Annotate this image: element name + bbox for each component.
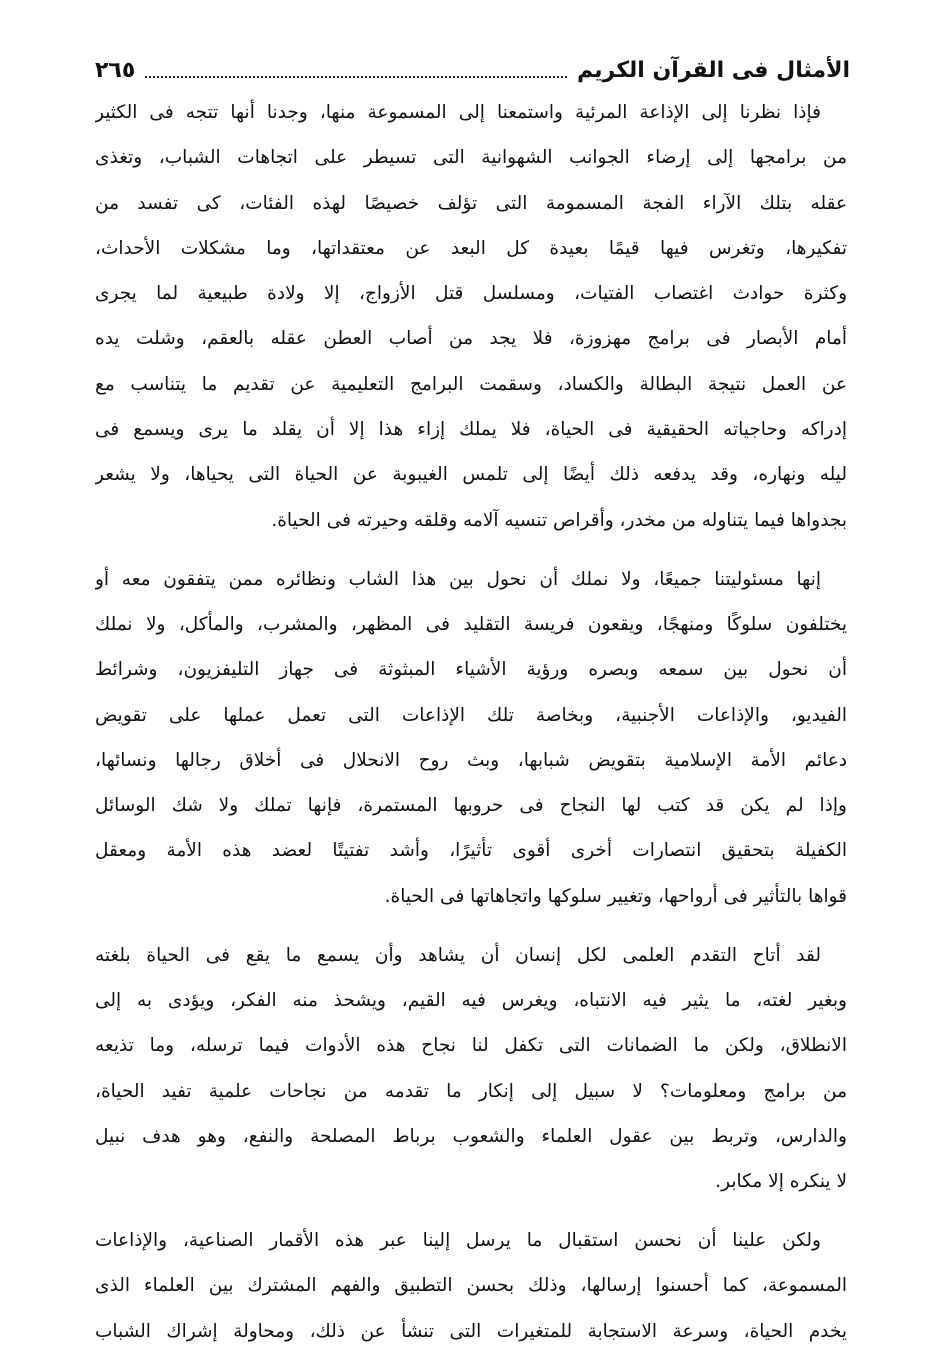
text-line: إدراكه وحاجياته الحقيقية فى الحياة، فلا يملك إزاء هذا إلا أن يقلد ما يرى ويسمع فى [95,419,847,441]
text-line: ولكن علينا أن نحسن استقبال ما يرسل إلينا عبر هذه الأقمار الصناعية، والإذاعات [95,1230,821,1252]
text-line: والدارس، وتربط بين عقول العلماء والشعوب برباط المصلحة والنفع، وهو هدف نبيل [95,1125,847,1147]
text-line: الانطلاق، ولكن ما الضمانات التى تكفل لنا نجاح هذه الأدوات فيما ترسله، وما تذيعه [95,1035,847,1057]
text-line: من برامج ومعلومات؟ لا سبيل إلى إنكار ما تقدمه من نجاحات علمية تفيد الحياة، [95,1080,847,1102]
text-line: قواها بالتأثير فى أرواحها، وتغيير سلوكها واتجاهاتها فى الحياة. [384,885,847,907]
text-line: وبغير لغته، ما يثير فيه الانتباه، ويغرس فيه القيم، ويشحذ منه الفكر، ويؤدى به إلى [95,990,847,1012]
text-line: دعائم الأمة الإسلامية بتقويض شبابها، وبث روح الانحلال فى أخلاق رجالها ونسائها، [95,749,847,771]
text-line: وإذا لم يكن قد كتب لها النجاح فى حروبها المستمرة، فإنها تملك ولا شك الوسائل [95,795,847,817]
text-line: من برامجها إلى إرضاء الجوانب الشهوانية التى تسيطر على اتجاهات الشباب، وتغذى [95,147,847,169]
text-line: يختلفون سلوكًا ومنهجًا، ويقعون فريسة التقليد فى المظهر، والمشرب، والمأكل، ولا نملك [95,613,847,635]
text-line: إنها مسئوليتنا جميعًا، ولا نملك أن نحول بين هذا الشاب ونظائره ممن يتفقون معه أو [95,568,821,590]
text-line: بجدواها فيما يتناوله من مخدر، وأقراص تنسيه آلامه وقلقه وحيرته فى الحياة. [271,509,847,531]
text-line: عن العمل نتيجة البطالة والكساد، وسقمت البرامج التعليمية عن تقديم ما يتناسب مع [95,373,847,395]
text-line: عقله بتلك الآراء الفجة المسمومة التى تؤلف خصيصًا لهذه الفئات، كى تفسد من [95,192,847,214]
text-line: ليله ونهاره، وقد يدفعه ذلك أيضًا إلى تلمس الغيبوبة عن الحياة التى يحياها، ولا يشعر [95,464,847,486]
text-line: وكثرة حوادث اغتصاب الفتيات، ومسلسل قتل الأزواج، إلا ولادة طبيعية لما يجرى [95,283,847,305]
text-line: لقد أتاح التقدم العلمى لكل إنسان أن يشاهد وأن يسمع ما يقع فى الحياة بلغته [95,944,821,966]
text-line: فإذا نظرنا إلى الإذاعة المرئية واستمعنا إلى المسموعة منها، وجدنا أنها تتجه فى الكثير [95,102,821,123]
page-body [95,90,847,1368]
paragraph [95,557,847,919]
text-line: تفكيرها، وتغرس فيها قيمًا بعيدة كل البعد عن معتقداتها، وما مشكلات الأحداث، [95,237,847,259]
running-header [95,50,850,90]
book-title: الأمثال فى القرآن الكريم [577,57,850,83]
text-line: الفيديو، والإذاعات الأجنبية، وبخاصة تلك الإذاعات التى تعمل عملها على تقويض [95,704,847,726]
paragraph [95,90,847,543]
text-line: الكفيلة بتحقيق انتصارات أخرى أقوى تأثيرًا، وأشد تفتيتًا لعضد هذه الأمة ومعقل [95,840,847,862]
page-number: ٢٦٥ [95,57,136,83]
text-line: المسموعة، كما أحسنوا إرسالها، وذلك بحسن التطبيق والفهم المشترك بين العلماء الذى [95,1275,847,1297]
dotted-leader [145,76,567,78]
paragraph [95,933,847,1205]
text-line: أمام الأبصار فى برامج مهزوزة، فلا يجد من أصاب العطن عقله بالعقم، وشلت يده [95,328,847,350]
text-line: يخدم الحياة، وسرعة الاستجابة للمتغيرات التى تنشأ عن ذلك، ومحاولة إشراك الشباب [95,1320,847,1342]
text-line: لا ينكره إلا مكابر. [715,1171,847,1193]
text-line: أن نحول بين سمعه وبصره ورؤية الأشياء المبثوثة فى جهاز التليفزيون، وشرائط [95,659,847,681]
paragraph [95,1218,847,1354]
